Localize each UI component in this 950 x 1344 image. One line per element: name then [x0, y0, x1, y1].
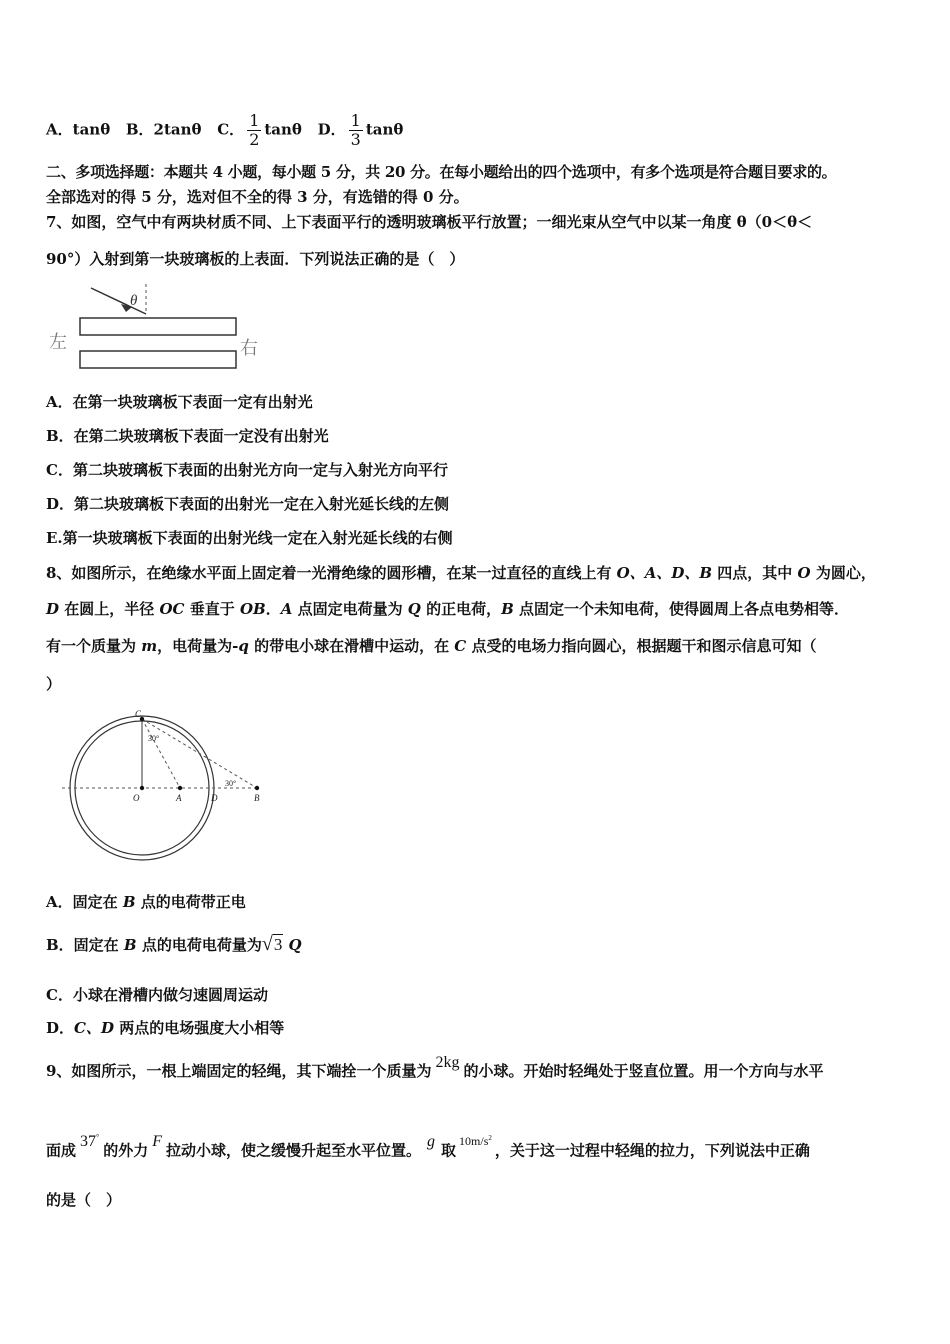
- text: A．固定在: [46, 893, 123, 911]
- q8-option-b: [46, 930, 302, 959]
- light-ray: [91, 288, 146, 314]
- q6-option-c-prefix: C．: [217, 120, 245, 139]
- text: 点的电荷带正电: [135, 893, 246, 911]
- q8-option-a: [46, 892, 246, 912]
- force-f: F: [152, 1133, 163, 1151]
- q6-option-d-fraction: [349, 112, 363, 149]
- mass-m: m: [141, 637, 158, 655]
- q6-option-a: A．tanθ: [46, 120, 111, 139]
- q7-option-a: A．在第一块玻璃板下表面一定有出射光: [46, 393, 313, 411]
- point-o: O: [797, 564, 811, 582]
- line-cb: [142, 719, 257, 788]
- point-a-dot: [178, 786, 182, 790]
- exponent: 2: [488, 1134, 492, 1143]
- label-b: B: [254, 793, 260, 803]
- q7-line1: 7、如图，空气中有两块材质不同、上下表面平行的透明玻璃板平行放置；一细光束从空气中以某一角度 θ（0＜θ＜: [46, 213, 813, 231]
- label-a: A: [176, 793, 182, 803]
- q9-line3: 的是（ ）: [46, 1191, 122, 1209]
- q7-option-c: C．第二块玻璃板下表面的出射光方向一定与入射光方向平行: [46, 461, 448, 479]
- text: 点受的电场力指向圆心，根据题干和图示信息可知（: [466, 637, 817, 655]
- text: ，关于这一过程中轻绳的拉力，下列说法中正确: [494, 1141, 810, 1160]
- q7-option-b: B．在第二块玻璃板下表面一定没有出射光: [46, 427, 329, 445]
- point-d: D: [46, 600, 60, 618]
- sqrt-value: 3: [273, 935, 283, 954]
- gravity-number: 10m/s: [459, 1134, 489, 1149]
- point-b: B: [501, 600, 514, 618]
- q6-option-c-fraction: [247, 112, 261, 149]
- text: 8、如图所示，在绝缘水平面上固定着一光滑绝缘的圆形槽，在某一过直径的直线上有: [46, 564, 617, 582]
- text: B．固定在: [46, 936, 124, 954]
- text: 四点，其中: [712, 564, 798, 582]
- degree-symbol: °: [96, 1133, 100, 1142]
- fraction-numerator: 1: [350, 111, 361, 130]
- angle-label-c: 30°: [148, 734, 160, 743]
- points-label: O、A、D、B: [616, 564, 713, 582]
- q7-option-e: E.第一块玻璃板下表面的出射光线一定在入射光延长线的右侧: [46, 529, 453, 547]
- text: 点固定电荷量为: [292, 600, 408, 618]
- text: 垂直于: [184, 600, 240, 618]
- text: 有一个质量为: [46, 637, 142, 655]
- gravity-value: [459, 1134, 492, 1148]
- point-b: B: [123, 936, 137, 954]
- charge-q: Q: [288, 936, 302, 954]
- q7-line2: 90°）入射到第一块玻璃板的上表面．下列说法正确的是（ ）: [46, 250, 465, 268]
- text: 的正电荷，: [420, 600, 502, 618]
- q8-line1: [46, 563, 876, 583]
- label-c: C: [135, 709, 142, 719]
- q9-line1: [46, 1056, 823, 1087]
- q9-line2: [46, 1130, 810, 1168]
- label-o: O: [133, 793, 140, 803]
- text: 面成: [46, 1141, 77, 1160]
- point-o-dot: [140, 786, 144, 790]
- q6-option-c-suffix: tanθ: [264, 120, 302, 139]
- point-b: B: [122, 893, 136, 911]
- text: D．: [46, 1019, 75, 1037]
- label-d: D: [211, 793, 218, 803]
- q8-figure: [62, 708, 272, 864]
- charge-q-small: q: [238, 637, 249, 655]
- q6-option-d-suffix: tanθ: [365, 120, 404, 139]
- q8-line4: ）: [46, 675, 62, 693]
- text: ，电荷量为-: [157, 637, 239, 655]
- text: 拉动小球，使之缓慢升起至水平位置。: [166, 1141, 422, 1160]
- glass-plate-2: [80, 351, 236, 368]
- q7-figure: [46, 280, 264, 375]
- text: 点固定一个未知电荷，使得圆周上各点电势相等．: [513, 600, 850, 618]
- text: 点的电荷电荷量为: [136, 936, 262, 954]
- text: 的外力: [103, 1141, 149, 1160]
- angle-label-b: 30°: [225, 779, 237, 788]
- q8-line3: [46, 636, 816, 656]
- sqrt-icon: √: [261, 933, 273, 955]
- fraction-denominator: 2: [249, 130, 260, 149]
- q8-option-d: [46, 1018, 284, 1038]
- q6-option-b: B．2tanθ: [125, 120, 202, 139]
- point-b-dot: [255, 786, 259, 790]
- segment-ob: OB: [239, 600, 266, 618]
- point-c: C: [454, 637, 467, 655]
- text: 两点的电场强度大小相等: [113, 1019, 285, 1037]
- text: 在圆上，半径: [59, 600, 160, 618]
- text: 为圆心，: [810, 564, 876, 582]
- theta-label: θ: [130, 293, 138, 309]
- gravity-g: g: [427, 1133, 436, 1151]
- q8-line2: [46, 599, 849, 619]
- q7-option-d: D．第二块玻璃板下表面的出射光一定在入射光延长线的左侧: [46, 495, 450, 513]
- point-a: A: [280, 600, 293, 618]
- segment-oc: OC: [159, 600, 185, 618]
- left-label: 左: [49, 332, 67, 353]
- q6-option-d-prefix: D．: [317, 120, 346, 139]
- text: ．: [265, 600, 281, 618]
- text: 的小球。开始时轻绳处于竖直位置。用一个方向与水平: [463, 1062, 824, 1080]
- angle-number: 37: [80, 1133, 97, 1151]
- q8-option-c: C．小球在滑槽内做匀速圆周运动: [46, 986, 268, 1004]
- right-label: 右: [240, 338, 258, 359]
- points-cd: C、D: [74, 1019, 114, 1037]
- text: 的带电小球在滑槽中运动，在: [248, 637, 455, 655]
- charge-q: Q: [407, 600, 421, 618]
- fraction-denominator: 3: [350, 130, 361, 149]
- q6-options: [46, 112, 403, 149]
- angle-value: [80, 1133, 99, 1150]
- glass-plate-1: [80, 318, 236, 335]
- mass-value: 2kg: [435, 1054, 460, 1071]
- fraction-numerator: 1: [249, 111, 260, 130]
- section2-line2: 全部选对的得 5 分，选对但不全的得 3 分，有选错的得 0 分。: [46, 188, 469, 206]
- text: 9、如图所示，一根上端固定的轻绳，其下端拴一个质量为: [46, 1062, 432, 1080]
- text: 取: [441, 1141, 457, 1160]
- section2-line1: 二、多项选择题：本题共 4 小题，每小题 5 分，共 20 分。在每小题给出的四个选项中，有多个选项是符合题目要求的。: [46, 163, 837, 181]
